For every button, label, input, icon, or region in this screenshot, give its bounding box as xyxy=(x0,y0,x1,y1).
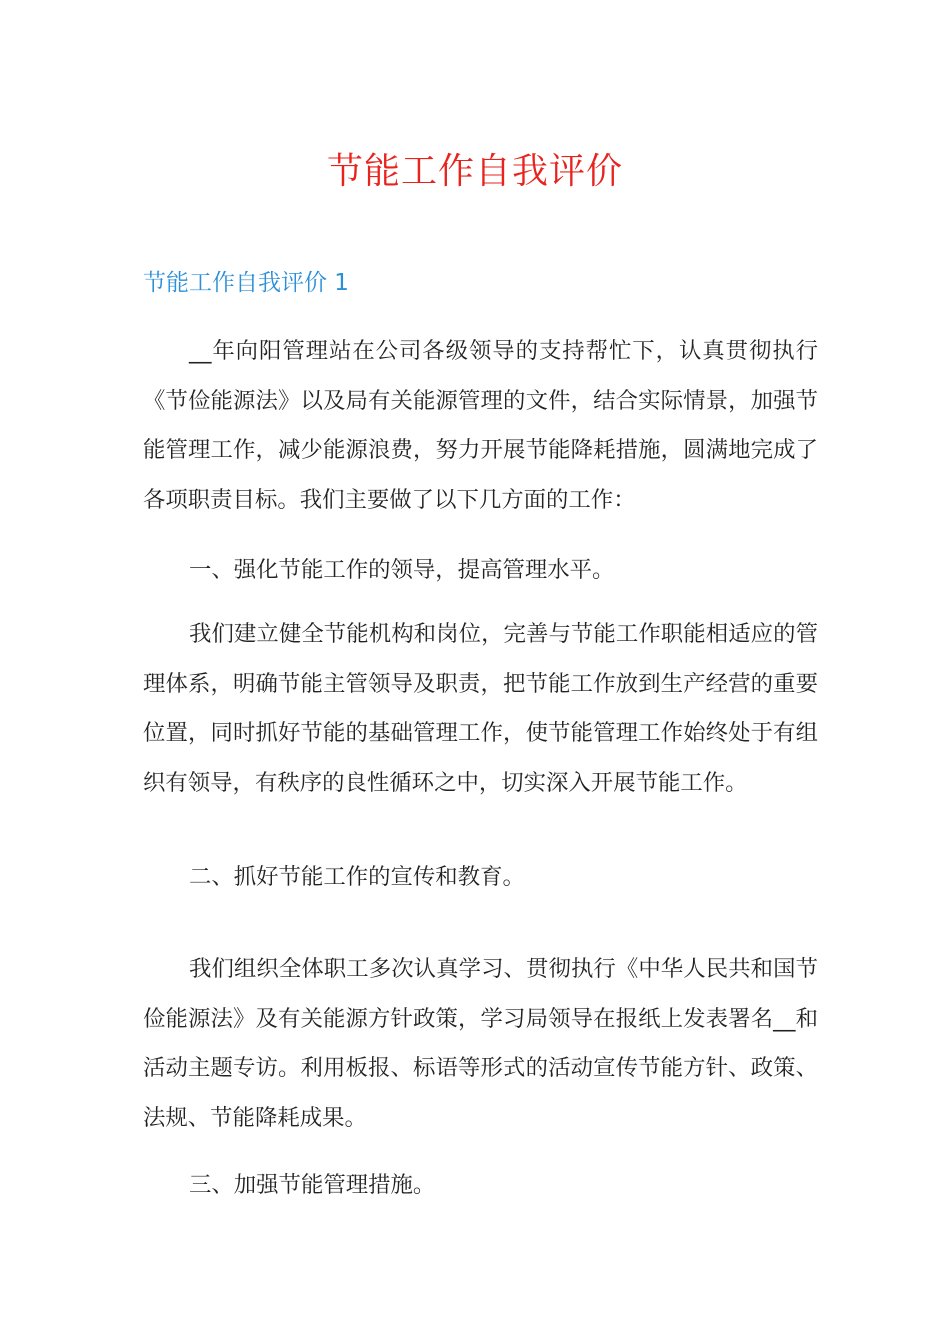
intro-paragraph: __年向阳管理站在公司各级领导的支持帮忙下，认真贯彻执行《节俭能源法》以及局有关能源管理的文件，结合实际情景，加强节能管理工作，减少能源浪费，努力开展节能降耗措施，圆满地完成了各项职责目标。我们主要做了以下几方面的工作： xyxy=(143,338,818,513)
section-title: 节能工作自我评价 1 xyxy=(143,270,349,296)
heading-2: 二、抓好节能工作的宣传和教育。 xyxy=(189,864,525,890)
paragraph-2: 我们组织全体职工多次认真学习、贯彻执行《中华人民共和国节俭能源法》及有关能源方针政策，学习局领导在报纸上发表署名__和活动主题专访。利用板报、标语等形式的活动宣传节能方针、政策、法规、节能降耗成果。 xyxy=(143,956,818,1131)
paragraph-1: 我们建立健全节能机构和岗位，完善与节能工作职能相适应的管理体系，明确节能主管领导及职责，把节能工作放到生产经营的重要位置，同时抓好节能的基础管理工作，使节能管理工作始终处于有组织有领导，有秩序的良性循环之中，切实深入开展节能工作。 xyxy=(143,621,818,796)
heading-3: 三、加强节能管理措施。 xyxy=(189,1172,436,1198)
document-title: 节能工作自我评价 xyxy=(326,151,623,192)
heading-1: 一、强化节能工作的领导，提高管理水平。 xyxy=(189,557,615,583)
